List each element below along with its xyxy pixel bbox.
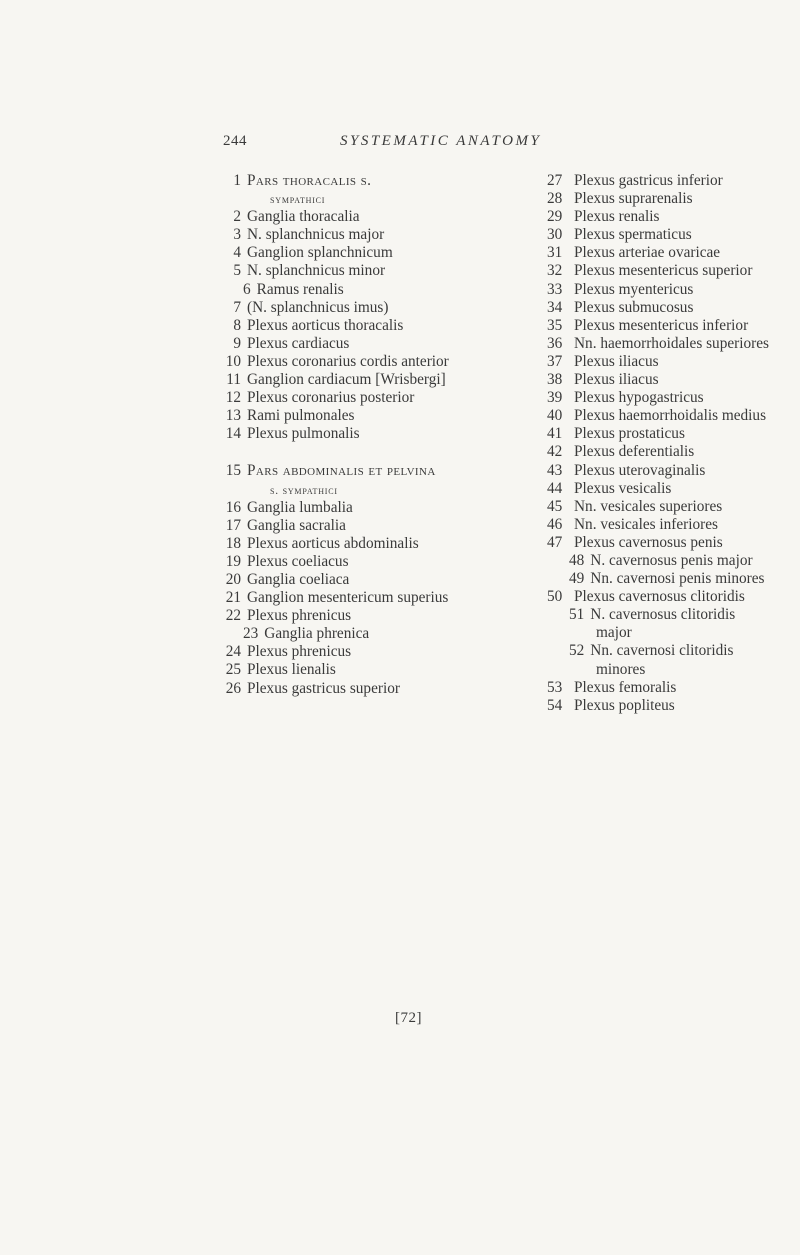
legend-label: Ganglia coeliaca [247, 570, 350, 588]
legend-number: 43 [547, 461, 563, 479]
legend-number: 23 [243, 625, 259, 643]
legend-entry [221, 172, 543, 190]
legend-gap [221, 443, 543, 462]
legend-entry [221, 589, 543, 607]
legend-number: 27 [547, 172, 563, 189]
legend-entry [221, 335, 543, 353]
legend-entry [221, 680, 543, 698]
legend-entry [547, 299, 800, 317]
legend-entry [221, 226, 543, 244]
legend-entry [547, 606, 800, 624]
legend-number: 51 [569, 606, 585, 624]
legend-number: 33 [547, 280, 563, 298]
legend-number: 24 [225, 643, 241, 661]
legend-entry [547, 281, 800, 299]
legend-label: Plexus cavernosus penis [574, 533, 723, 551]
legend-number: 37 [547, 352, 563, 370]
legend-number: 22 [225, 607, 241, 625]
legend-number: 11 [226, 371, 241, 389]
legend-label: Plexus suprarenalis [574, 190, 693, 208]
legend-label: Plexus deferentialis [574, 443, 695, 461]
legend-number: 44 [547, 479, 563, 497]
legend-entry [547, 353, 800, 371]
legend-number: 29 [547, 208, 563, 226]
legend-number: 8 [233, 316, 241, 334]
legend-label: Ganglia thoracalia [247, 208, 360, 226]
legend-number: 12 [225, 389, 241, 407]
legend-entry [221, 607, 543, 625]
legend-label: N. cavernosus clitoridis [590, 606, 736, 624]
legend-label: Nn. vesicales superiores [574, 497, 723, 515]
legend-label: Plexus coeliacus [247, 552, 349, 570]
legend-label: Ganglion splanchnicum [247, 244, 393, 262]
legend-label: Plexus femoralis [574, 678, 677, 696]
legend-entry [221, 535, 543, 553]
legend-label: Plexus gastricus superior [247, 679, 400, 697]
legend-label: Plexus coronarius posterior [247, 389, 415, 407]
legend-label: sympathici [270, 194, 326, 207]
legend-number: 39 [547, 389, 563, 407]
legend-entry [221, 481, 543, 499]
legend-label: Ganglia phrenica [264, 625, 370, 643]
running-head: SYSTEMATIC ANATOMY [340, 133, 542, 149]
legend-number: 31 [547, 244, 563, 262]
legend-entry [221, 208, 543, 226]
legend-entry [547, 407, 800, 425]
legend-entry [221, 371, 543, 389]
plate-number: [72] [395, 1010, 422, 1026]
legend-number: 25 [225, 661, 241, 679]
legend-entry [221, 462, 543, 480]
legend-entry [547, 443, 800, 461]
legend-label: Plexus vesicalis [574, 479, 672, 497]
legend-entry [547, 516, 800, 534]
legend-number: 15 [225, 462, 241, 480]
legend-entry [547, 172, 800, 190]
legend-entry [547, 317, 800, 335]
left-column [221, 172, 543, 698]
legend-label: Plexus pulmonalis [247, 425, 360, 443]
legend-number: 38 [547, 371, 563, 389]
legend-entry [221, 281, 543, 299]
legend-number: 7 [233, 298, 241, 316]
legend-number: 49 [569, 570, 585, 588]
legend-number: 34 [547, 298, 563, 316]
legend-number: 6 [243, 280, 251, 298]
legend-label: major [596, 624, 632, 642]
legend-entry [547, 570, 800, 588]
legend-label: Plexus phrenicus [247, 643, 352, 661]
legend-label: Plexus cavernosus clitoridis [574, 588, 745, 606]
legend-entry [547, 480, 800, 498]
legend-number: 46 [547, 515, 563, 533]
legend-label: Plexus arteriae ovaricae [574, 244, 721, 262]
legend-entry [547, 389, 800, 407]
legend-entry [547, 642, 800, 660]
legend-entry [221, 299, 543, 317]
legend-label: Pars thoracalis s. [247, 172, 372, 189]
legend-label: Nn. vesicales inferiores [574, 515, 718, 533]
legend-entry [547, 588, 800, 606]
legend-entry [547, 262, 800, 280]
legend-label: Plexus iliacus [574, 371, 659, 389]
legend-label: Ganglion mesentericum superius [247, 589, 449, 607]
legend-entry [221, 661, 543, 679]
legend-entry [221, 625, 543, 643]
legend-label: Plexus submucosus [574, 298, 694, 316]
legend-label: Rami pulmonales [247, 407, 355, 425]
legend-entry [547, 679, 800, 697]
legend-number: 18 [225, 534, 241, 552]
legend-number: 13 [225, 407, 241, 425]
legend-number: 53 [547, 678, 563, 696]
legend-number: 19 [225, 552, 241, 570]
legend-label: (N. splanchnicus imus) [247, 298, 389, 316]
legend-entry [221, 571, 543, 589]
legend-entry [221, 425, 543, 443]
legend-number: 40 [547, 407, 563, 425]
legend-entry [221, 353, 543, 371]
legend-number: 30 [547, 226, 563, 244]
legend-label: minores [596, 660, 646, 678]
legend-number: 5 [233, 262, 241, 280]
legend-number: 32 [547, 262, 563, 280]
legend-entry [221, 190, 543, 208]
legend-entry [547, 552, 800, 570]
legend-label: Plexus hypogastricus [574, 389, 704, 407]
legend-label: Nn. haemorrhoidales superiores [574, 334, 769, 352]
legend-label: Plexus aorticus thoracalis [247, 316, 404, 334]
legend-number: 36 [547, 334, 563, 352]
legend-number: 17 [225, 516, 241, 534]
legend-entry [547, 534, 800, 552]
legend-number: 54 [547, 696, 563, 714]
legend-entry [547, 624, 800, 642]
legend-entry [221, 553, 543, 571]
legend-entry [221, 317, 543, 335]
legend-number: 47 [547, 533, 563, 551]
legend-entry [221, 389, 543, 407]
page-number: 244 [223, 133, 247, 149]
legend-label: N. splanchnicus minor [247, 262, 386, 280]
legend-entry [547, 371, 800, 389]
legend-label: Plexus mesentericus superior [574, 262, 753, 280]
legend-number: 2 [233, 208, 241, 226]
legend-label: Plexus aorticus abdominalis [247, 534, 419, 552]
legend-entry [547, 190, 800, 208]
legend-label: Ganglion cardiacum [Wrisbergi] [247, 371, 446, 389]
legend-label: Nn. cavernosi penis minores [590, 570, 765, 588]
legend-entry [547, 244, 800, 262]
legend-label: Plexus lienalis [247, 661, 336, 679]
legend-entry [221, 244, 543, 262]
legend-entry [547, 697, 800, 715]
legend-entry [547, 208, 800, 226]
legend-entry [547, 462, 800, 480]
legend-number: 52 [569, 642, 585, 660]
legend-label: N. splanchnicus major [247, 226, 385, 244]
legend-entry [221, 517, 543, 535]
legend-number: 9 [233, 334, 241, 352]
legend-entry [547, 661, 800, 679]
legend-label: Plexus haemorrhoidalis medius [574, 407, 767, 425]
legend-label: Plexus popliteus [574, 696, 675, 714]
legend-label: Plexus gastricus inferior [574, 172, 723, 189]
right-column [547, 172, 800, 715]
legend-label: Plexus coronarius cordis anterior [247, 352, 449, 370]
legend-number: 35 [547, 316, 563, 334]
legend-entry [547, 498, 800, 516]
legend-number: 48 [569, 551, 585, 569]
legend-label: Plexus myentericus [574, 280, 694, 298]
legend-number: 16 [225, 498, 241, 516]
legend-entry [221, 407, 543, 425]
legend-label: Plexus spermaticus [574, 226, 692, 244]
legend-number: 28 [547, 190, 563, 208]
legend-label: Plexus phrenicus [247, 607, 352, 625]
legend-label: s. sympathici [270, 484, 338, 497]
legend-entry [221, 262, 543, 280]
legend-number: 1 [233, 172, 241, 189]
legend-entry [221, 643, 543, 661]
legend-number: 4 [233, 244, 241, 262]
legend-label: Pars abdominalis et pelvina [247, 462, 436, 480]
legend-number: 10 [225, 352, 241, 370]
legend-label: Plexus prostaticus [574, 425, 685, 443]
legend-number: 42 [547, 443, 563, 461]
legend-number: 50 [547, 588, 563, 606]
legend-label: Ramus renalis [256, 280, 344, 298]
legend-label: Plexus mesentericus inferior [574, 316, 749, 334]
legend-number: 41 [547, 425, 563, 443]
legend-number: 3 [233, 226, 241, 244]
legend-entry [547, 226, 800, 244]
legend-label: Ganglia sacralia [247, 516, 346, 534]
legend-number: 21 [225, 589, 241, 607]
legend-entry [547, 335, 800, 353]
legend-label: Plexus uterovaginalis [574, 461, 706, 479]
legend-label: Plexus iliacus [574, 352, 659, 370]
legend-label: Ganglia lumbalia [247, 498, 353, 516]
legend-entry [221, 499, 543, 517]
legend-entry [547, 425, 800, 443]
legend-number: 14 [225, 425, 241, 443]
legend-label: Plexus cardiacus [247, 334, 350, 352]
legend-number: 26 [225, 679, 241, 697]
legend-label: Nn. cavernosi clitoridis [590, 642, 734, 660]
legend-label: Plexus renalis [574, 208, 660, 226]
legend-label: N. cavernosus penis major [590, 551, 753, 569]
legend-number: 20 [225, 570, 241, 588]
legend-number: 45 [547, 497, 563, 515]
